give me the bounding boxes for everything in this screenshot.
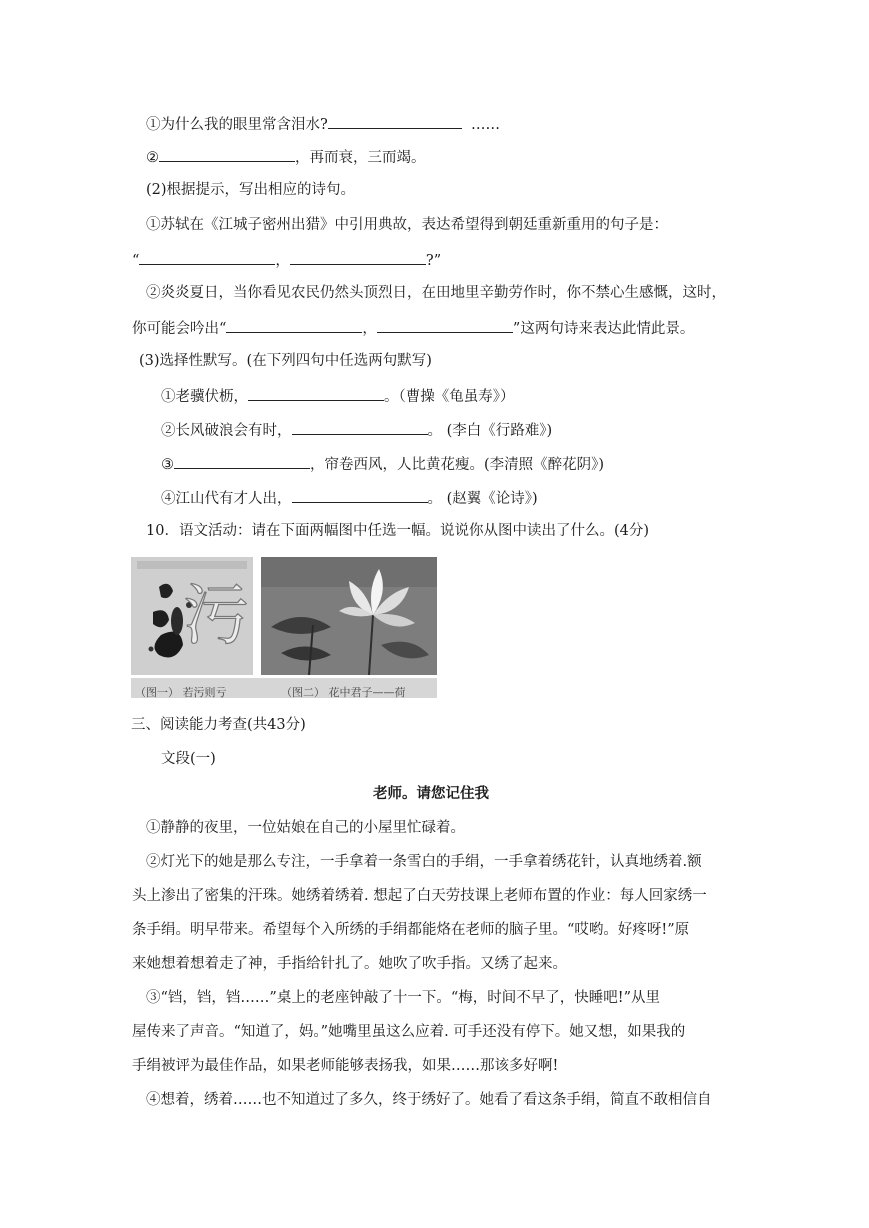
line-text: ， — [362, 321, 377, 337]
figure-1-character: 污 — [183, 577, 249, 654]
passage-paragraph-line: ②灯光下的她是那么专注，一手拿着一条雪白的手绢，一手拿着绣花针，认真地绣着.额 — [146, 854, 702, 870]
figure-1-image — [131, 557, 253, 675]
passage-paragraph-line: ①静静的夜里，一位姑娘在自己的小屋里忙碌着。 — [146, 820, 465, 836]
figure-1-caption: （图一） 若污则亏 — [135, 686, 227, 699]
answer-blank[interactable] — [377, 317, 513, 333]
question-line-6: ②炎炎夏日，当你看见农民仍然头顶烈日，在田地里辛勤劳作时，你不禁心生感慨，这时， — [146, 285, 726, 301]
line-text: 。 (赵翼《论诗》) — [427, 491, 538, 507]
answer-blank[interactable] — [226, 317, 362, 333]
line-text: ①为什么我的眼里常含泪水? — [146, 117, 328, 133]
line-text: ，再而衰，三而竭。 — [295, 150, 426, 166]
question-line-1 — [146, 113, 500, 135]
line-text: ④江山代有才人出， — [161, 491, 292, 507]
question-10: 10．语文活动：请在下面两幅图中任选一幅。说说你从图中读出了什么。(4分) — [146, 523, 649, 539]
figure-2-caption: （图二） 花中君子——荷 — [281, 686, 406, 699]
line-text: ”这两句诗来表达此情此景。 — [512, 321, 695, 337]
line-text: …… — [471, 117, 500, 133]
line-text: ②长风破浪会有时， — [161, 423, 292, 439]
question-line-12 — [161, 487, 538, 509]
lotus-icon — [261, 557, 437, 675]
answer-blank[interactable] — [159, 146, 295, 162]
passage-paragraph-line: ④想着，绣着……也不知道过了多久，终于绣好了。她看了看这条手绢，简直不敢相信自 — [146, 1092, 712, 1108]
answer-blank[interactable] — [248, 385, 384, 401]
passage-paragraph-line: 手绢被评为最佳作品，如果老师能够表扬我，如果……那该多好啊! — [132, 1058, 559, 1074]
answer-blank[interactable] — [328, 113, 462, 129]
line-text: 。 (李白《行路难》) — [427, 423, 553, 439]
instruction-line-3: (3)选择性默写。(在下列四句中任选两句默写) — [139, 353, 432, 369]
line-text: ③ — [161, 457, 174, 473]
line-text: 你可能会吟出“ — [132, 321, 227, 337]
line-text: ①老骥伏枥， — [161, 389, 248, 405]
passage-paragraph-line: 来她想着想着走了神，手指给针扎了。她吹了吹手指。又绣了起来。 — [132, 956, 567, 972]
question-line-9 — [161, 385, 515, 407]
question-line-4: ①苏轼在《江城子密州出猎》中引用典故，表达希望得到朝廷重新重用的句子是： — [146, 217, 668, 233]
passage-paragraph-line: ③“铛，铛，铛……”桌上的老座钟敲了十一下。“梅，时间不早了，快睡吧!”从里 — [146, 990, 660, 1006]
line-text: ② — [146, 150, 159, 166]
line-text: ， — [275, 253, 290, 269]
passage-paragraph-line: 头上渗出了密集的汗珠。她绣着绣着. 想起了白天劳技课上老师布置的作业：每人回家绣一 — [132, 888, 707, 904]
question-line-11 — [161, 453, 604, 475]
line-text: ，帘卷西风，人比黄花瘦。(李清照《醉花阴》) — [310, 457, 605, 473]
answer-blank[interactable] — [292, 487, 428, 503]
section-heading: 三、阅读能力考查(共43分) — [131, 717, 306, 733]
instruction-line-2: (2)根据提示，写出相应的诗句。 — [146, 182, 356, 198]
passage-paragraph-line: 屋传来了声音。“知道了，妈。”她嘴里虽这么应着. 可手还没有停下。她又想，如果我的 — [132, 1024, 686, 1040]
question-line-10 — [161, 419, 552, 441]
answer-blank[interactable] — [292, 419, 428, 435]
line-text: “ — [132, 253, 140, 269]
answer-blank[interactable] — [139, 249, 275, 265]
passage-title: 老师。请您记住我 — [373, 785, 489, 802]
line-text: ?” — [425, 253, 442, 269]
line-text: 。（曹操《龟虽寿》） — [384, 389, 515, 405]
figure-2-image — [261, 557, 437, 675]
question-line-5 — [132, 249, 441, 271]
figure-panel — [131, 557, 437, 698]
passage-label: 文段(一) — [161, 751, 216, 767]
question-line-2 — [146, 146, 426, 168]
answer-blank[interactable] — [290, 249, 426, 265]
question-line-7 — [132, 317, 694, 339]
passage-paragraph-line: 条手绢。明早带来。希望每个入所绣的手绢都能烙在老师的脑子里。“哎哟。好疼呀!”原 — [132, 922, 690, 938]
answer-blank[interactable] — [174, 453, 310, 469]
